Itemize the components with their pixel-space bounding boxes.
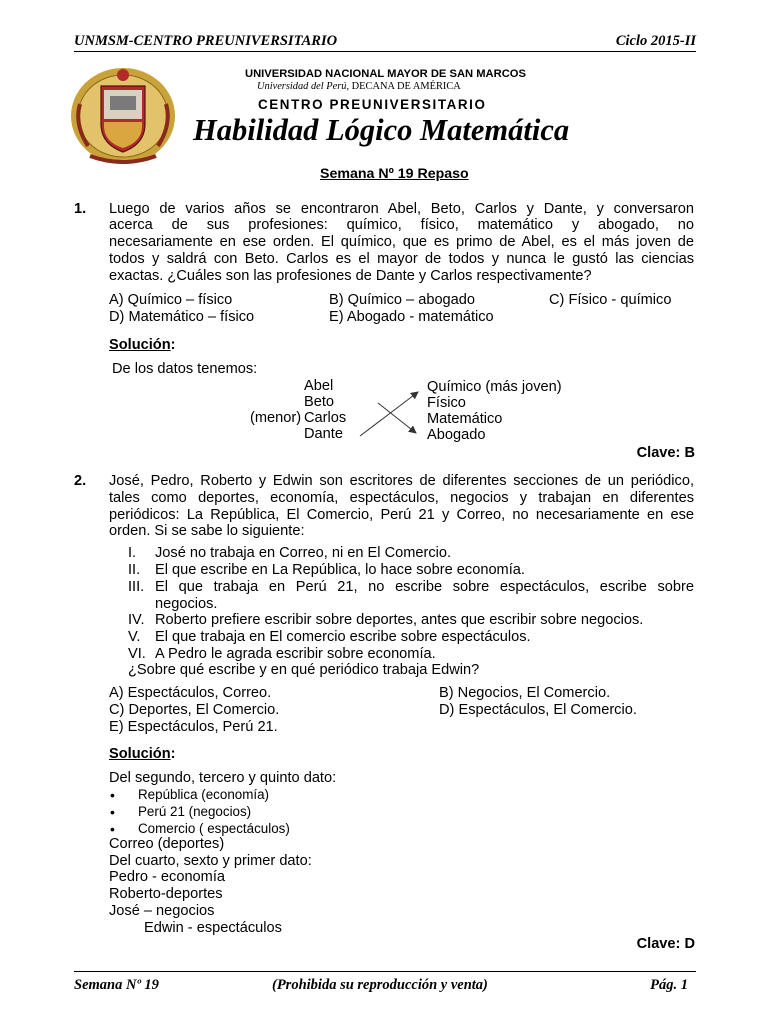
q2-fact-3-cont: negocios. — [155, 596, 218, 612]
q1-line-2: acerca de sus profesiones: químico, físico, matemático y abogado, no — [109, 217, 694, 233]
q2-sol-line-7: Edwin - espectáculos — [144, 920, 282, 936]
footer-left: Semana Nº 19 — [74, 977, 159, 993]
q1-prof-quimico: Químico (más joven) — [427, 379, 562, 395]
q2-sol-line-3: Del cuarto, sexto y primer dato: — [109, 853, 312, 869]
q1-line-1: Luego de varios años se encontraron Abel, Beto, Carlos y Dante, y conversaron — [109, 201, 694, 217]
q1-option-a: A) Químico – físico — [109, 292, 233, 308]
header-rule — [74, 51, 696, 52]
q2-option-a: A) Espectáculos, Correo. — [109, 685, 272, 701]
footer-right: Pág. 1 — [650, 977, 688, 993]
q2-fact-6: A Pedro le agrada escribir sobre economía. — [155, 646, 436, 662]
q1-matching-arrows — [340, 380, 430, 440]
q2-option-c: C) Deportes, El Comercio. — [109, 702, 280, 718]
q2-fact-num-6: VI. — [128, 646, 146, 662]
q2-line-1: José, Pedro, Roberto y Edwin son escritores de diferentes secciones de un periódico, — [109, 473, 694, 489]
q2-bullet-1: • República (economía) — [138, 787, 269, 802]
q2-fact-num-3: III. — [128, 579, 145, 595]
q1-prof-fisico: Físico — [427, 395, 466, 411]
q1-option-c: C) Físico - químico — [549, 292, 672, 308]
center-name: CENTRO PREUNIVERSITARIO — [258, 97, 487, 112]
q1-solution-label: Solución: — [109, 337, 176, 353]
q2-sol-line-2: Correo (deportes) — [109, 836, 225, 852]
header-right: Ciclo 2015-II — [615, 33, 696, 49]
q1-name-dante: Dante — [304, 426, 343, 442]
q2-sol-line-5: Roberto-deportes — [109, 886, 223, 902]
university-crest-icon — [66, 64, 180, 168]
q2-line-2: tales como deportes, economía, espectáculos, negocios y trabajan en diferentes — [109, 490, 694, 506]
q2-solution-label: Solución: — [109, 746, 176, 762]
q2-line-4: orden. Si se sabe lo siguiente: — [109, 523, 305, 539]
q2-clave: Clave: D — [636, 936, 695, 952]
q1-name-beto: Beto — [304, 394, 335, 410]
q2-fact-num-2: II. — [128, 562, 141, 578]
q2-sol-line-6: José – negocios — [109, 903, 215, 919]
week-title: Semana Nº 19 Repaso — [320, 166, 469, 182]
q2-fact-3: El que trabaja en Perú 21, no escribe sobre espectáculos, escribe sobre — [155, 579, 694, 595]
q2-fact-num-1: I. — [128, 545, 137, 561]
university-name: UNIVERSIDAD NACIONAL MAYOR DE SAN MARCOS — [245, 68, 526, 80]
q1-line-5: exactas. ¿Cuáles son las profesiones de Dante y Carlos respectivamente? — [109, 268, 592, 284]
q2-bullet-2: • Perú 21 (negocios) — [138, 804, 251, 819]
q2-question: ¿Sobre qué escribe y en qué periódico trabaja Edwin? — [128, 662, 480, 678]
q2-option-d: D) Espectáculos, El Comercio. — [439, 702, 637, 718]
q2-bullet-3: • Comercio ( espectáculos) — [138, 821, 290, 836]
q2-option-e: E) Espectáculos, Perú 21. — [109, 719, 278, 735]
q1-line-3: necesariamente en ese orden. El químico, que es primo de Abel, es el más joven de — [109, 234, 694, 250]
q1-name-abel: Abel — [304, 378, 334, 394]
q2-number: 2. — [74, 473, 87, 489]
q2-line-3: periódicos: La República, El Comercio, Perú 21 y Correo, no necesariamente en ese — [109, 507, 694, 523]
arrow-dante-quimico — [360, 392, 418, 436]
q2-sol-line-1: Del segundo, tercero y quinto dato: — [109, 770, 337, 786]
header-left: UNMSM-CENTRO PREUNIVERSITARIO — [74, 33, 338, 49]
q2-fact-num-4: IV. — [128, 612, 145, 628]
footer-center: (Prohibida su reproducción y venta) — [272, 977, 488, 993]
q2-fact-num-5: V. — [128, 629, 141, 645]
q2-fact-2: El que escribe en La República, lo hace sobre economía. — [155, 562, 525, 578]
q2-fact-5: El que trabaja en El comercio escribe sobre espectáculos. — [155, 629, 531, 645]
q1-prof-matematico: Matemático — [427, 411, 503, 427]
footer-rule — [74, 971, 696, 972]
q1-solution-intro: De los datos tenemos: — [112, 361, 258, 377]
q1-prof-abogado: Abogado — [427, 427, 486, 443]
q1-clave: Clave: B — [636, 445, 695, 461]
q1-option-d: D) Matemático – físico — [109, 309, 255, 325]
q1-option-e: E) Abogado - matemático — [329, 309, 494, 325]
q2-sol-line-4: Pedro - economía — [109, 869, 226, 885]
course-title: Habilidad Lógico Matemática — [193, 113, 570, 147]
q2-option-b: B) Negocios, El Comercio. — [439, 685, 611, 701]
q2-fact-1: José no trabaja en Correo, ni en El Comercio. — [155, 545, 452, 561]
q1-option-b: B) Químico – abogado — [329, 292, 476, 308]
q1-menor-label: (menor) — [250, 410, 302, 426]
q1-number: 1. — [74, 201, 87, 217]
q2-fact-4: Roberto prefiere escribir sobre deportes, antes que escribir sobre negocios. — [155, 612, 644, 628]
q1-line-4: todos y saldrá con Beto. Carlos es el mayor de todos y nunca le gustó las ciencias — [109, 251, 694, 267]
university-tagline: Universidad del Perú, DECANA DE AMÉRICA — [257, 81, 461, 92]
q1-name-carlos: Carlos — [304, 410, 347, 426]
